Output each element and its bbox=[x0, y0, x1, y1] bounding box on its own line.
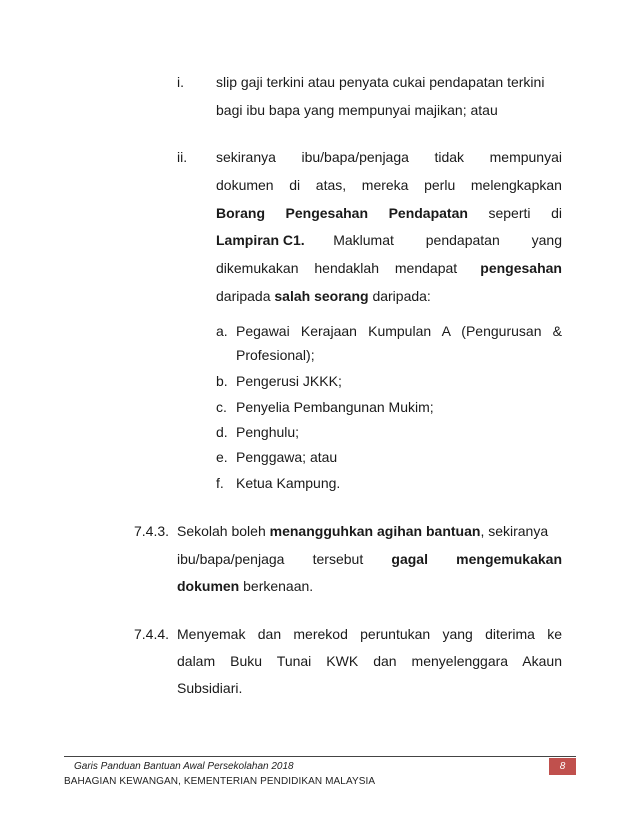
word: dokumen bbox=[216, 177, 274, 193]
section-7-4-3-number: 7.4.3. bbox=[134, 523, 170, 539]
sublist-item-b: Pengerusi JKKK; bbox=[236, 373, 342, 389]
sublist-letter-a: a. bbox=[216, 323, 228, 339]
item-ii-line-6 bbox=[216, 287, 431, 305]
section-7-4-4-line-3: Subsidiari. bbox=[177, 680, 243, 696]
word: daripada: bbox=[372, 288, 431, 304]
bold-phrase: salah seorang bbox=[274, 288, 369, 304]
sublist-item-a-line-1: Pegawai Kerajaan Kumpulan A (Pengurusan & bbox=[236, 323, 562, 339]
word: seperti bbox=[488, 205, 531, 221]
item-ii-line-2 bbox=[216, 176, 562, 194]
bold-word: pengesahan bbox=[480, 260, 562, 276]
bold-word: Borang bbox=[216, 205, 265, 221]
sublist-letter-b: b. bbox=[216, 373, 228, 389]
phrase: dikemukakan hendaklah mendapat bbox=[216, 260, 458, 276]
sublist-item-f: Ketua Kampung. bbox=[236, 475, 341, 491]
word: di bbox=[551, 205, 562, 221]
page-number-badge: 8 bbox=[549, 758, 576, 775]
sublist-letter-e: e. bbox=[216, 449, 228, 465]
word: ibu/bapa/penjaga bbox=[301, 149, 409, 165]
item-ii-line-5 bbox=[216, 259, 562, 277]
section-7-4-3-line-1 bbox=[177, 522, 548, 540]
word: tersebut bbox=[312, 551, 364, 567]
bold-word: dokumen bbox=[177, 578, 240, 594]
phrase: berkenaan. bbox=[239, 578, 314, 594]
word: perlu bbox=[424, 177, 456, 193]
phrase: Sekolah boleh bbox=[177, 523, 266, 539]
item-ii-line-3 bbox=[216, 204, 562, 222]
bold-word: Pengesahan bbox=[285, 205, 369, 221]
word: mereka bbox=[361, 177, 409, 193]
sublist-item-a-line-2: Profesional); bbox=[236, 347, 315, 363]
section-7-4-4-line-2: dalam Buku Tunai KWK dan menyelenggara Akaun bbox=[177, 653, 562, 669]
word: melengkapkan bbox=[470, 177, 562, 193]
bold-word: Pendapatan bbox=[388, 205, 468, 221]
sublist-letter-f: f. bbox=[216, 475, 224, 491]
footer-divider bbox=[64, 756, 576, 757]
footer-document-title: Garis Panduan Bantuan Awal Persekolahan 2018 bbox=[74, 761, 294, 772]
section-7-4-4-line-1: Menyemak dan merekod peruntukan yang diterima ke bbox=[177, 626, 562, 642]
sublist-item-e: Penggawa; atau bbox=[236, 449, 338, 465]
word: mempunyai bbox=[489, 149, 562, 165]
item-i-number: i. bbox=[177, 74, 184, 90]
sublist-item-d: Penghulu; bbox=[236, 424, 300, 440]
word: sekiranya bbox=[216, 149, 276, 165]
word: di bbox=[289, 177, 301, 193]
phrase: , sekiranya bbox=[480, 523, 549, 539]
bold-phrase: Lampiran C1. bbox=[216, 232, 305, 248]
sublist-letter-d: d. bbox=[216, 424, 228, 440]
bold-phrase: menangguhkan agihan bantuan bbox=[269, 523, 481, 539]
word: tidak bbox=[434, 149, 465, 165]
bold-word: mengemukakan bbox=[456, 551, 562, 567]
sublist-letter-c: c. bbox=[216, 399, 227, 415]
item-ii-line-4 bbox=[216, 231, 562, 249]
footer-department: BAHAGIAN KEWANGAN, KEMENTERIAN PENDIDIKAN MALAYSIA bbox=[64, 776, 376, 787]
item-i-line-1: slip gaji terkini atau penyata cukai pendapatan terkini bbox=[216, 74, 545, 90]
word: daripada bbox=[216, 288, 271, 304]
sublist-item-c: Penyelia Pembangunan Mukim; bbox=[236, 399, 434, 415]
section-7-4-3-line-3 bbox=[177, 577, 313, 595]
item-ii-number: ii. bbox=[177, 149, 188, 165]
section-7-4-3-line-2 bbox=[177, 550, 562, 568]
item-ii-line-1 bbox=[216, 148, 562, 166]
bold-word: gagal bbox=[391, 551, 428, 567]
word: atas, bbox=[315, 177, 347, 193]
word: ibu/bapa/penjaga bbox=[177, 551, 285, 567]
item-i-line-2: bagi ibu bapa yang mempunyai majikan; atau bbox=[216, 102, 498, 118]
section-7-4-4-number: 7.4.4. bbox=[134, 626, 170, 642]
phrase: Maklumat pendapatan yang bbox=[333, 232, 562, 248]
